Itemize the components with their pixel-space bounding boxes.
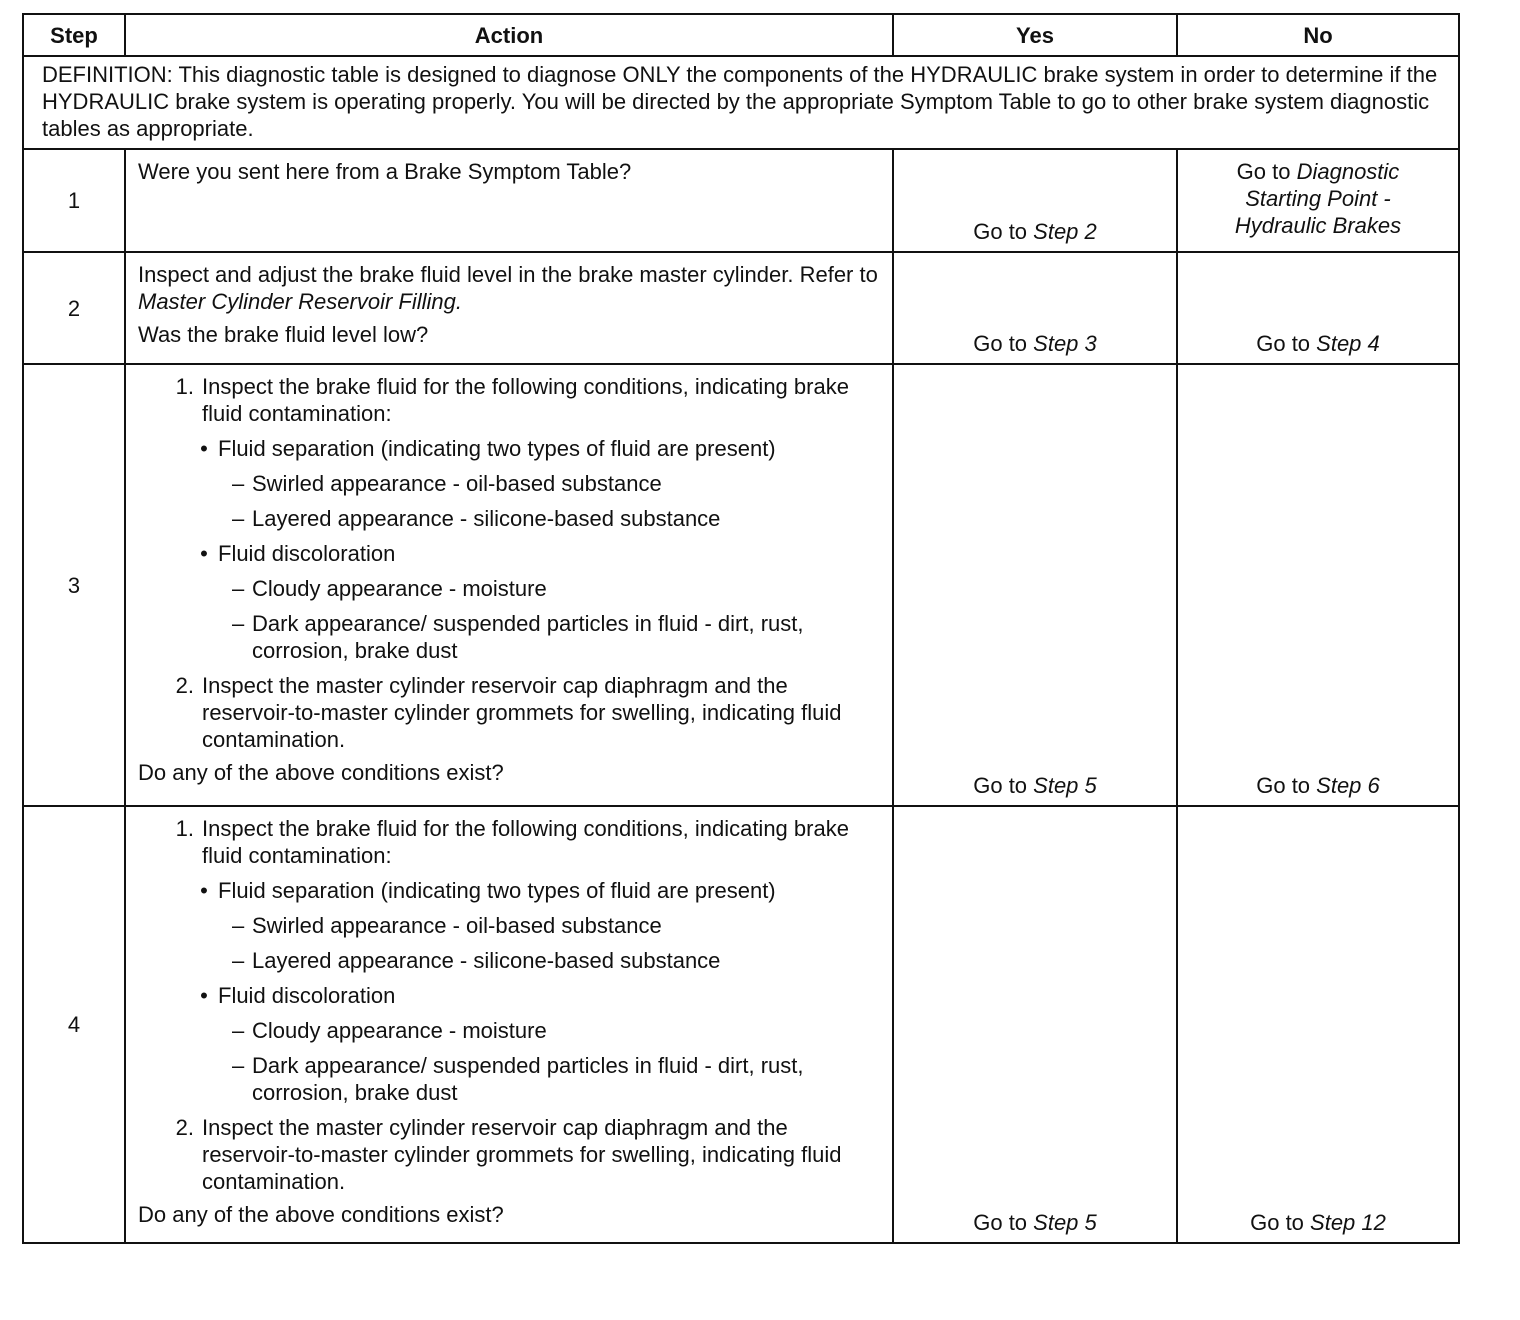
table-row [23, 364, 1459, 806]
bullet-list [138, 877, 880, 1106]
numbered-item [138, 373, 880, 427]
no-cell [1177, 252, 1459, 364]
dash-marker: – [232, 1018, 245, 1043]
yes-step-link[interactable]: Step 3 [1033, 331, 1097, 356]
yes-prefix: Go to [973, 773, 1034, 798]
sub-item [190, 575, 880, 602]
no-prefix: Go to [1236, 159, 1297, 184]
sub-item-text: Layered appearance - silicone-based substance [252, 948, 721, 973]
action-cell [125, 149, 893, 252]
header-no: No [1177, 14, 1459, 56]
item-number: 2. [175, 1115, 194, 1140]
step-number: 1 [23, 149, 125, 252]
header-step: Step [23, 14, 125, 56]
yes-cell [893, 252, 1177, 364]
yes-prefix: Go to [973, 219, 1034, 244]
sub-item [190, 1017, 880, 1044]
yes-step-link[interactable]: Step 5 [1033, 773, 1097, 798]
yes-cell [893, 364, 1177, 806]
numbered-item [138, 1114, 880, 1195]
no-prefix: Go to [1256, 331, 1317, 356]
bullet-item [190, 435, 880, 462]
no-step-link[interactable]: Step 12 [1310, 1210, 1386, 1235]
dash-marker: – [232, 913, 245, 938]
item-text: Inspect the brake fluid for the following conditions, indicating brake fluid contamination: [202, 816, 849, 868]
step-number: 4 [23, 806, 125, 1243]
no-prefix: Go to [1256, 773, 1317, 798]
definition-row [23, 56, 1459, 149]
dash-marker: – [232, 576, 245, 601]
question-text: Was the brake fluid level low? [138, 322, 429, 347]
action-cell [125, 806, 893, 1243]
yes-cell [893, 149, 1177, 252]
dash-marker: – [232, 471, 245, 496]
bullet-marker: • [200, 983, 208, 1008]
table-row [23, 252, 1459, 364]
definition-text: DEFINITION: This diagnostic table is designed to diagnose ONLY the components of the HYDRAULIC brake system in order to determine if the HYDRAULIC brake system is operating properly. You will be directed by the appropriate Symptom Table to go to other brake system diagnostic tables as appropriate. [23, 56, 1459, 149]
header-yes: Yes [893, 14, 1177, 56]
yes-prefix: Go to [973, 1210, 1034, 1235]
step-number: 2 [23, 252, 125, 364]
sub-item-text: Cloudy appearance - moisture [252, 1018, 547, 1043]
sub-item-text: Layered appearance - silicone-based substance [252, 506, 721, 531]
header-action: Action [125, 14, 893, 56]
bullet-marker: • [200, 541, 208, 566]
sub-item [190, 912, 880, 939]
sub-item [190, 470, 880, 497]
dash-marker: – [232, 611, 245, 636]
yes-prefix: Go to [973, 331, 1034, 356]
table-row [23, 149, 1459, 252]
item-text: Inspect the master cylinder reservoir cap diaphragm and the reservoir-to-master cylinder grommets for swelling, indicating fluid contamination. [202, 1115, 842, 1194]
numbered-item [138, 815, 880, 869]
no-cell [1177, 364, 1459, 806]
sub-item-text: Dark appearance/ suspended particles in fluid - dirt, rust, corrosion, brake dust [252, 611, 804, 663]
dash-marker: – [232, 506, 245, 531]
sub-item [190, 610, 880, 664]
bullet-marker: • [200, 878, 208, 903]
sub-item-text: Swirled appearance - oil-based substance [252, 471, 662, 496]
no-step-link[interactable]: Diagnostic Starting Point - Hydraulic Brakes [1234, 159, 1402, 238]
yes-step-link[interactable]: Step 5 [1033, 1210, 1097, 1235]
sub-item [190, 1052, 880, 1106]
procedure-reference-link[interactable]: Master Cylinder Reservoir Filling. [138, 289, 462, 314]
dash-marker: – [232, 948, 245, 973]
bullet-text: Fluid discoloration [218, 541, 396, 566]
bullet-text: Fluid separation (indicating two types of fluid are present) [218, 436, 776, 461]
numbered-item [138, 672, 880, 753]
action-cell [125, 252, 893, 364]
sub-item-text: Swirled appearance - oil-based substance [252, 913, 662, 938]
no-step-link[interactable]: Step 4 [1316, 331, 1380, 356]
bullet-marker: • [200, 436, 208, 461]
item-number: 1. [175, 374, 194, 399]
bullet-text: Fluid discoloration [218, 983, 396, 1008]
sub-item-text: Dark appearance/ suspended particles in fluid - dirt, rust, corrosion, brake dust [252, 1053, 804, 1105]
no-prefix: Go to [1250, 1210, 1311, 1235]
step-number: 3 [23, 364, 125, 806]
no-cell [1177, 149, 1459, 252]
bullet-item [190, 877, 880, 904]
sub-item [190, 947, 880, 974]
yes-cell [893, 806, 1177, 1243]
instruction-text [138, 261, 880, 315]
question-text: Do any of the above conditions exist? [138, 1202, 504, 1227]
bullet-list [138, 435, 880, 664]
question-text: Do any of the above conditions exist? [138, 760, 504, 785]
yes-step-link[interactable]: Step 2 [1033, 219, 1097, 244]
question-text: Were you sent here from a Brake Symptom Table? [138, 159, 632, 184]
sub-item [190, 505, 880, 532]
item-number: 1. [175, 816, 194, 841]
diagnostic-table [22, 13, 1460, 1244]
no-step-link[interactable]: Step 6 [1316, 773, 1380, 798]
bullet-text: Fluid separation (indicating two types of fluid are present) [218, 878, 776, 903]
table-header-row [23, 14, 1459, 56]
dash-marker: – [232, 1053, 245, 1078]
item-number: 2. [175, 673, 194, 698]
no-cell [1177, 806, 1459, 1243]
table-row [23, 806, 1459, 1243]
bullet-item [190, 982, 880, 1009]
sub-item-text: Cloudy appearance - moisture [252, 576, 547, 601]
instruction-prefix: Inspect and adjust the brake fluid level in the brake master cylinder. Refer to [138, 262, 878, 287]
item-text: Inspect the brake fluid for the following conditions, indicating brake fluid contamination: [202, 374, 849, 426]
action-cell [125, 364, 893, 806]
item-text: Inspect the master cylinder reservoir cap diaphragm and the reservoir-to-master cylinder grommets for swelling, indicating fluid contamination. [202, 673, 842, 752]
bullet-item [190, 540, 880, 567]
